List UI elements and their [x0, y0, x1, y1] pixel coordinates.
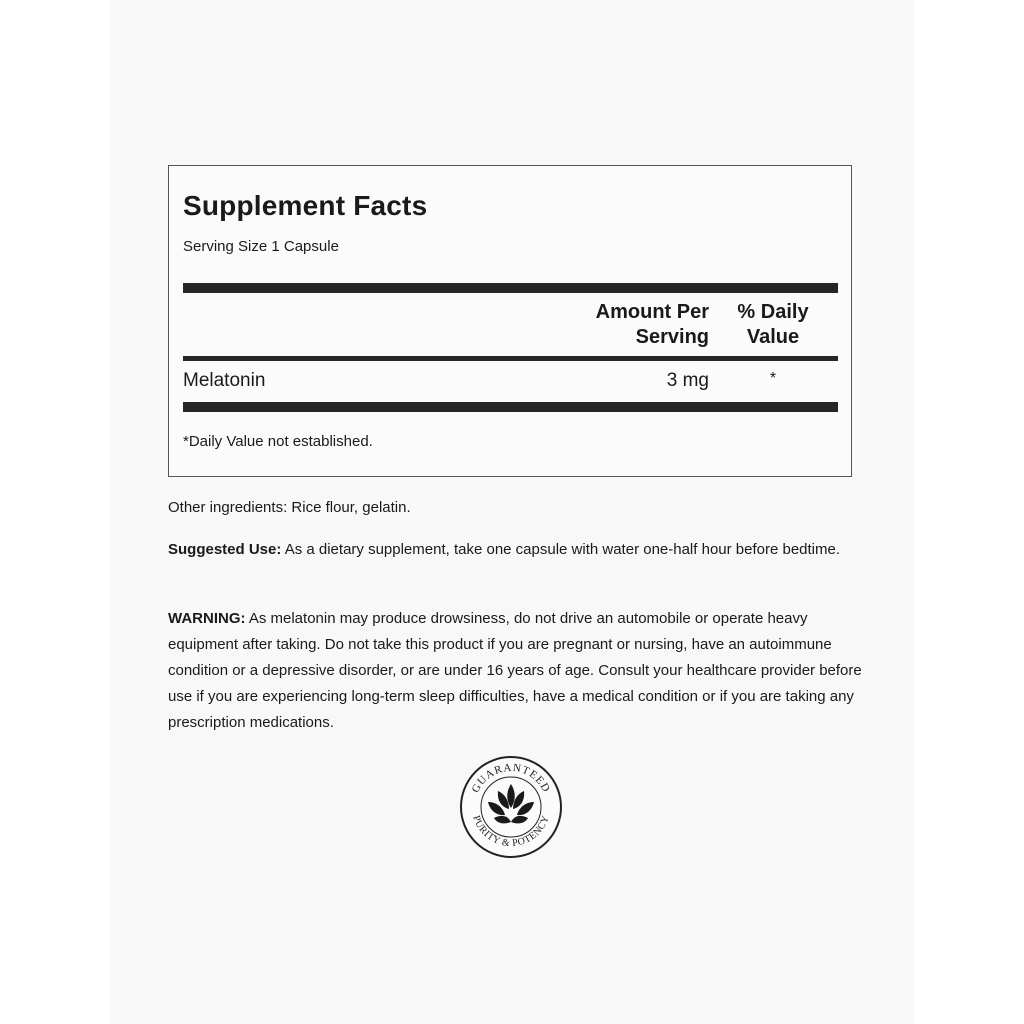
nutrient-name: Melatonin [183, 370, 266, 391]
nutrient-daily-value: * [769, 370, 777, 387]
serving-size: Serving Size 1 Capsule [183, 238, 339, 255]
seal-top-text: GUARANTEED [469, 761, 553, 795]
suggested-use-label: Suggested Use: [168, 541, 282, 558]
suggested-use [168, 537, 868, 563]
suggested-use-text: As a dietary supplement, take one capsule with water one-half hour before bedtime. [281, 541, 841, 558]
seal-bottom-text: PURITY & POTENCY [470, 814, 552, 850]
supplement-facts-panel [168, 165, 852, 477]
dv-header-line2: Value [746, 326, 800, 348]
daily-value-footnote: *Daily Value not established. [183, 433, 373, 450]
warning [168, 606, 868, 736]
amount-header-line1: Amount Per [595, 301, 709, 323]
facts-title: Supplement Facts [183, 190, 428, 221]
dv-header-line1: % Daily [737, 301, 809, 323]
warning-text: As melatonin may produce drowsiness, do not drive an automobile or operate heavy equipment after taking. Do not take this product if you are pregnant or nursing, have an autoimmune condition or a depressive disorder, or are under 16 years of age. Consult your healthcare provider before use if you are experiencing long-term sleep difficulties, have a medical condition or if you are taking any prescription medications. [168, 610, 862, 731]
medium-divider [183, 356, 838, 361]
amount-header-line2: Serving [635, 326, 709, 348]
other-ingredients: Other ingredients: Rice flour, gelatin. [168, 499, 411, 516]
nutrient-amount: 3 mg [666, 370, 709, 391]
guaranteed-purity-seal [458, 754, 564, 860]
warning-label: WARNING: [168, 610, 246, 627]
seal-graphic [458, 754, 564, 860]
thick-divider-top [183, 283, 838, 293]
thick-divider-bottom [183, 402, 838, 412]
amount-per-serving-header [565, 300, 709, 350]
daily-value-header [727, 300, 819, 350]
